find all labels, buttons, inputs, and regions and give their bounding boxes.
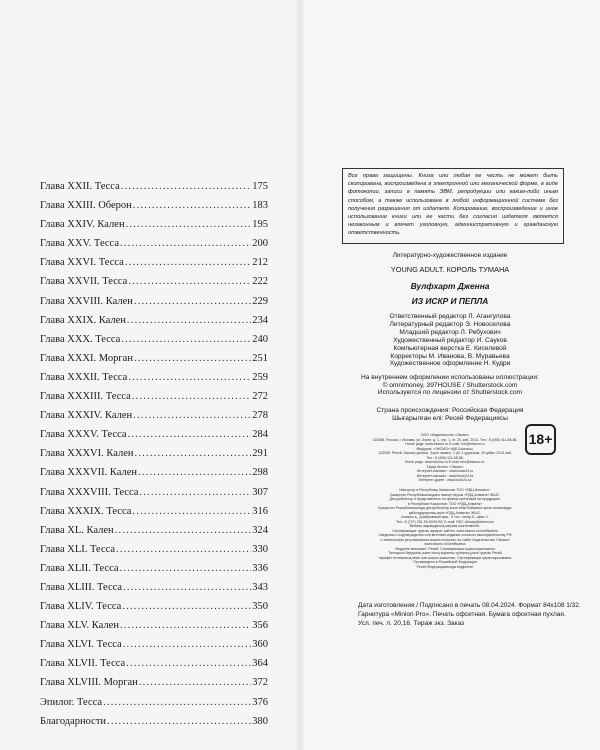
toc-entry-title: Глава XLVIII. Морган <box>40 677 138 689</box>
distributor-line: Тел.: 8 (727) 251-59-90/91/92; E-mail: RDC-Almaty@eksmo.kz <box>395 519 495 524</box>
publisher-line: Тауар белгісі: «Эксмо» <box>426 464 464 469</box>
toc-leader-dots <box>128 368 251 387</box>
toc-entry-page: 376 <box>252 696 268 708</box>
toc-leader-dots <box>122 597 251 616</box>
toc-entry <box>40 311 268 330</box>
toc-entry-page: 200 <box>252 238 268 250</box>
toc-entry-title: Глава XXIX. Кален <box>40 314 126 326</box>
toc-entry-title: Эпилог. Тесса <box>40 696 103 708</box>
toc-leader-dots <box>134 349 251 368</box>
credit-line: Ответственный редактор Л. Агангулова <box>389 313 511 320</box>
toc-entry <box>40 483 268 502</box>
distributor-line: Өнімнің жарамдылық мерзімі шектелмеген. <box>409 524 481 528</box>
toc-leader-dots <box>121 330 251 349</box>
toc-entry <box>40 196 268 215</box>
toc-entry-page: 212 <box>252 257 268 269</box>
publisher-line: Home page: www.eksmo.ru E-mail: info@eksmo.ru. <box>404 460 486 464</box>
toc-entry <box>40 693 268 712</box>
toc-entry-page: 291 <box>252 448 268 460</box>
toc-entry <box>40 330 268 349</box>
distributor-line: Произведено в Российской Федерации <box>413 560 477 564</box>
toc-leader-dots <box>103 693 251 712</box>
toc-leader-dots <box>126 215 252 234</box>
toc-leader-dots <box>133 196 251 215</box>
toc-entry-page: 278 <box>252 410 268 422</box>
country-of-origin <box>330 407 570 422</box>
toc-entry <box>40 540 268 559</box>
toc-leader-dots <box>107 712 251 731</box>
toc-entry-page: 307 <box>252 486 268 498</box>
toc-entry-page: 372 <box>252 677 268 689</box>
toc-entry-page: 380 <box>252 715 268 727</box>
toc-entry-title: Благодарности <box>40 715 107 727</box>
toc-entry-title: Глава XLVI. Тесса <box>40 639 122 651</box>
table-of-contents <box>40 177 268 731</box>
toc-leader-dots <box>128 425 252 444</box>
toc-entry-page: 284 <box>252 429 268 441</box>
toc-entry-page: 234 <box>252 314 268 326</box>
toc-entry-page: 330 <box>252 543 268 555</box>
distributor-line: Өндірген мемлекет: Ресей. Сертификация қарастырылмаған <box>395 546 495 551</box>
toc-leader-dots <box>123 635 252 654</box>
toc-entry-title: Глава XXVIII. Кален <box>40 295 133 307</box>
toc-entry-page: 272 <box>252 391 268 403</box>
toc-entry-page: 222 <box>252 276 268 288</box>
toc-entry-title: Глава XLIV. Тесса <box>40 601 122 613</box>
publisher-line: 123308, Ресей, Мәскеу қаласы, Зорге көшесі, 1 үй, 1 құрылым, 20 қабат, 2013 каб. <box>378 451 512 455</box>
publisher-line: Тел.: 8 (495) 411-68-86. <box>426 455 464 460</box>
origin-line: Страна происхождения: Российская Федерация <box>376 407 524 414</box>
distributor-line: в Республике Казахстан: ТОО «РДЦ-Алматы» <box>407 501 483 506</box>
credit-line: Корректоры М. Иванова, В. Муравьева <box>390 352 510 360</box>
toc-entry <box>40 406 268 425</box>
distributor-info <box>345 488 545 569</box>
toc-entry-page: 259 <box>252 371 268 383</box>
toc-entry-title: Глава XLVII. Тесса <box>40 658 126 670</box>
toc-leader-dots <box>128 272 251 291</box>
toc-entry-title: Глава XXVI. Тесса <box>40 257 124 269</box>
toc-entry-title: Глава XXXVI. Кален <box>40 448 134 460</box>
toc-entry-title: Глава XXXVIII. Тесса <box>40 486 139 498</box>
toc-entry <box>40 253 268 272</box>
toc-entry-title: Глава XXV. Тесса <box>40 238 119 250</box>
toc-entry <box>40 387 268 406</box>
toc-entry <box>40 559 268 578</box>
illustration-credits <box>330 374 570 397</box>
imprint-details <box>358 601 581 628</box>
publisher-line: Интернет-магазин : www.book24.ru <box>416 469 474 473</box>
distributor-line: тарифін техникалық емес жан-жақты жазылған, Сертификация қарастырылмаған <box>378 555 512 560</box>
toc-entry <box>40 616 268 635</box>
credits-list <box>330 313 570 368</box>
credit-line: Художественное оформление Н. Кудри <box>389 360 511 368</box>
toc-entry-page: 343 <box>252 581 268 593</box>
toc-entry-title: Глава XXIV. Кален <box>40 219 125 231</box>
credit-line: Художественный редактор И. Сауков <box>393 336 507 344</box>
toc-leader-dots <box>127 311 251 330</box>
toc-entry <box>40 712 268 731</box>
distributor-line: Импортер в Республику Казахстан ТОО «РДЦ-Алматы». <box>399 488 491 492</box>
toc-entry <box>40 425 268 444</box>
publisher-line: Өндіруші: «ЭКСМО» АҚБ Баспасы, <box>416 446 474 451</box>
toc-leader-dots <box>120 616 251 635</box>
toc-entry-page: 183 <box>252 200 268 212</box>
author-name: Вулфхарт Дженна <box>410 281 490 291</box>
distributor-line: Қазақстан Республикасындағы импорттаушы «РДЦ-Алматы» ЖШС. <box>389 492 501 497</box>
toc-entry <box>40 654 268 673</box>
page-gutter <box>296 0 304 750</box>
toc-entry-title: Глава XXIII. Оберон <box>40 200 132 212</box>
toc-entry-title: Глава XXXV. Тесса <box>40 429 127 441</box>
distributor-line: Сведения о подтверждении соответствия издания согласно законодательству РФ <box>378 533 512 537</box>
toc-entry-page: 350 <box>252 601 268 613</box>
toc-entry-title: Глава XXXIV. Кален <box>40 410 133 422</box>
toc-entry-title: Глава XXVII. Тесса <box>40 276 128 288</box>
toc-leader-dots <box>139 673 251 692</box>
toc-leader-dots <box>120 234 251 253</box>
toc-entry-title: Глава XLII. Тесса <box>40 562 119 574</box>
toc-entry-title: Глава XXX. Тесса <box>40 333 121 345</box>
toc-entry <box>40 234 268 253</box>
edition-type: Литературно-художественное издание <box>392 252 508 259</box>
age-rating-badge: 18+ <box>525 424 556 455</box>
credit-line: Младший редактор Л. Ребухович <box>399 328 501 336</box>
distributor-line: Дистрибьютор и представитель по приему претензий на продукцию, <box>389 497 501 501</box>
toc-entry-page: 175 <box>252 181 268 192</box>
toc-entry-title: Глава XXXVII. Кален <box>40 467 137 479</box>
distributor-line: қабылдаушының өкілі «РДЦ-Алматы» ЖШС, <box>408 510 482 515</box>
toc-entry-title: Глава XL. Кален <box>40 524 114 536</box>
toc-leader-dots <box>134 292 251 311</box>
toc-entry-page: 324 <box>252 524 268 536</box>
toc-leader-dots <box>132 502 251 521</box>
toc-entry-title: Глава XXXIX. Тесса <box>40 505 132 517</box>
toc-entry <box>40 349 268 368</box>
toc-leader-dots <box>139 483 251 502</box>
toc-entry-page: 298 <box>252 467 268 479</box>
toc-entry <box>40 444 268 463</box>
distributor-line: www.eksmo.ru/certification <box>424 542 466 546</box>
toc-entry-page: 240 <box>252 333 268 345</box>
toc-entry <box>40 463 268 482</box>
origin-line: Шығарылған елі: Ресей Федерациясы <box>392 414 508 422</box>
toc-entry <box>40 673 268 692</box>
imprint-line: Гарнитура «Minion Pro». Печать офсетная. Бумага офсетная пухлая. <box>358 611 566 618</box>
toc-leader-dots <box>133 406 251 425</box>
publisher-line: Home page: www.eksmo.ru E-mail: info@eksmo.ru <box>405 442 485 446</box>
toc-entry <box>40 272 268 291</box>
toc-leader-dots <box>120 559 252 578</box>
series-name: YOUNG ADULT. КОРОЛЬ ТУМАНА <box>390 265 510 274</box>
imprint-line: Усл. печ. л. 20,16. Тираж экз. Заказ <box>358 620 465 627</box>
toc-entry <box>40 368 268 387</box>
toc-leader-dots <box>123 578 251 597</box>
toc-leader-dots <box>125 253 251 272</box>
distributor-line: о техническом регулировании можно получить на сайте Издательства «Эксмо» <box>380 537 510 542</box>
toc-entry-page: 356 <box>252 620 268 632</box>
toc-entry-page: 195 <box>252 219 268 231</box>
toc-leader-dots <box>121 177 252 196</box>
toc-entry-page: 364 <box>252 658 268 670</box>
toc-entry-page: 336 <box>252 562 268 574</box>
toc-leader-dots <box>115 521 252 540</box>
imprint-line: Дата изготовления / Подписано в печать 08.04.2024. Формат 84х108 1/32. <box>358 602 581 609</box>
toc-entry <box>40 215 268 234</box>
publisher-line: ООО «Издательство «Эксмо» <box>420 433 470 437</box>
distributor-line: Қазақстан Республикасында дистрибьютор және өнім бойынша арыз-талаптарды <box>378 506 512 510</box>
illustration-line: © omnimoney, 397HOUSE / Shutterstock.com <box>382 381 518 389</box>
illustration-line: На внутреннем оформлении использованы иллюстрации: <box>361 374 539 381</box>
toc-entry-page: 360 <box>252 639 268 651</box>
rights-notice: Все права защищены. Книга или любая ее часть не может быть скопирована, воспроизведена в электронной или механической форме, в виде фотокопии, записи в память ЭВМ, репродукции или каким-либо иным способом, а также использована в любой информационной системе без получения разрешения от издателя. Копирование, воспроизведение и иное использование книги или ее части без согласия издателя является незаконным и влечет уголовную, административную и гражданскую ответственность. <box>342 168 564 244</box>
distributor-line: Ресей Федерациясында өндірілген <box>416 564 474 569</box>
toc-entry <box>40 578 268 597</box>
toc-entry-page: 316 <box>252 505 268 517</box>
toc-leader-dots <box>126 654 251 673</box>
distributor-line: Алматы қ., Домбровский көш., 3 «а», литер Б, офис 1. <box>401 515 489 519</box>
toc-entry <box>40 521 268 540</box>
book-title: ИЗ ИСКР И ПЕПЛА <box>411 296 489 306</box>
toc-entry <box>40 177 268 196</box>
toc-entry-page: 229 <box>252 295 268 307</box>
toc-entry-title: Глава XXXIII. Тесса <box>40 391 131 403</box>
toc-entry <box>40 292 268 311</box>
toc-entry-title: Глава XXII. Тесса <box>40 181 120 192</box>
toc-entry-title: Глава XXXII. Тесса <box>40 371 128 383</box>
publisher-info <box>345 433 545 483</box>
toc-entry-page: 251 <box>252 352 268 364</box>
credit-line: Литературный редактор Э. Новоселова <box>389 320 511 328</box>
toc-entry-title: Глава XLI. Тесса <box>40 543 116 555</box>
toc-leader-dots <box>135 444 252 463</box>
toc-entry-title: Глава XLV. Кален <box>40 620 119 632</box>
toc-leader-dots <box>138 463 251 482</box>
publisher-line: Интернет-дүкен : www.book24.kz <box>418 478 472 482</box>
publisher-line: Интернет-магазин : www.book24.kz <box>416 473 474 478</box>
toc-leader-dots <box>132 387 251 406</box>
toc-entry <box>40 502 268 521</box>
credit-line: Компьютерная верстка Е. Киселевой <box>393 344 507 352</box>
toc-entry <box>40 635 268 654</box>
toc-entry-title: Глава XXXI. Морган <box>40 352 133 364</box>
illustration-line: Используются по лицензии от Shutterstock.com <box>377 389 523 397</box>
toc-entry-title: Глава XLIII. Тесса <box>40 581 123 593</box>
distributor-line: Тапсырыс берушінің және оның жауапты тұлғаның рөлі туралы Ресей <box>388 551 502 555</box>
toc-leader-dots <box>116 540 251 559</box>
distributor-line: Сертификация туралы ақпарат сайтта: www.eksmo.ru/certification <box>392 528 498 533</box>
publisher-line: 123308, Россия, г. Москва, ул. Зорге, д. 1, стр. 1, эт. 20, каб. 2013. Тел.: 8 (495) 411-68-86. <box>372 437 518 442</box>
toc-entry <box>40 597 268 616</box>
